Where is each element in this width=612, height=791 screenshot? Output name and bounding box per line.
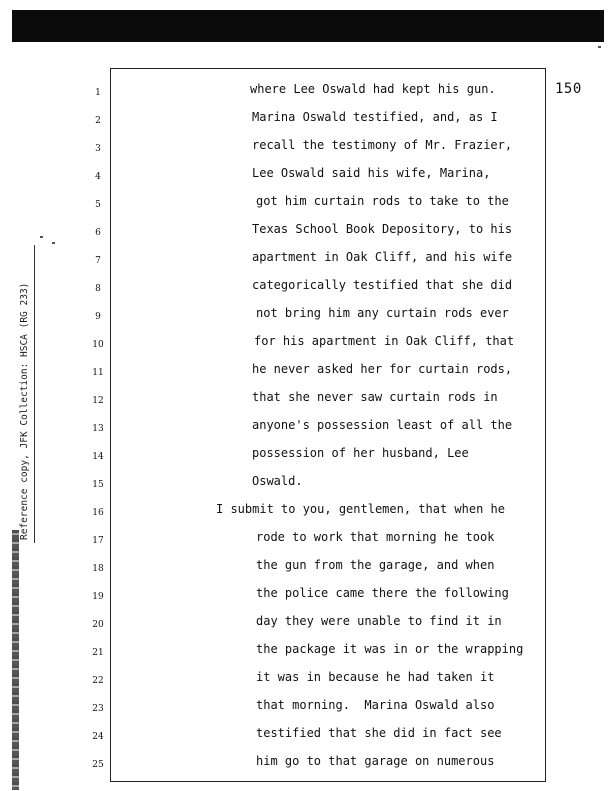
scan-header-bar bbox=[12, 10, 604, 42]
transcript-line: Texas School Book Depository, to his bbox=[252, 222, 513, 236]
archive-label-bracket bbox=[30, 245, 35, 543]
transcript-line: it was in because he had taken it bbox=[256, 670, 495, 684]
line-number: 5 bbox=[95, 200, 101, 210]
line-number: 15 bbox=[92, 480, 104, 490]
line-number: 8 bbox=[95, 284, 101, 294]
line-number: 16 bbox=[92, 508, 104, 518]
transcript-line: Oswald. bbox=[252, 474, 303, 488]
transcript-line: Lee Oswald said his wife, Marina, bbox=[252, 166, 491, 180]
transcript-line: apartment in Oak Cliff, and his wife bbox=[252, 250, 513, 264]
line-number: 13 bbox=[92, 424, 104, 434]
line-number: 14 bbox=[92, 452, 104, 462]
transcript-line: anyone's possession least of all the bbox=[252, 418, 513, 432]
transcript-line: got him curtain rods to take to the bbox=[256, 194, 509, 208]
transcript-line: Marina Oswald testified, and, as I bbox=[252, 110, 498, 124]
line-number: 4 bbox=[95, 172, 101, 182]
line-number: 18 bbox=[92, 564, 104, 574]
line-number: 3 bbox=[95, 144, 101, 154]
transcript-line: he never asked her for curtain rods, bbox=[252, 362, 513, 376]
scan-speck bbox=[598, 46, 601, 48]
line-number: 10 bbox=[92, 340, 104, 350]
scan-speck bbox=[40, 236, 43, 238]
line-number: 25 bbox=[92, 760, 104, 770]
transcript-line: the gun from the garage, and when bbox=[256, 558, 495, 572]
line-number: 7 bbox=[95, 256, 101, 266]
transcript-line: testified that she did in fact see bbox=[256, 726, 502, 740]
page-number: 150 bbox=[555, 81, 582, 97]
transcript-line: possession of her husband, Lee bbox=[252, 446, 469, 460]
transcript-line: him go to that garage on numerous bbox=[256, 754, 495, 768]
transcript-line: that she never saw curtain rods in bbox=[252, 390, 498, 404]
line-number: 23 bbox=[92, 704, 104, 714]
line-number: 21 bbox=[92, 648, 104, 658]
transcript-line: the police came there the following bbox=[256, 586, 509, 600]
scan-edge-mark bbox=[12, 530, 19, 790]
line-number: 22 bbox=[92, 676, 104, 686]
line-number: 6 bbox=[95, 228, 101, 238]
scan-speck bbox=[52, 242, 55, 244]
transcript-line: not bring him any curtain rods ever bbox=[256, 306, 509, 320]
line-number: 9 bbox=[95, 312, 101, 322]
line-number: 1 bbox=[95, 88, 101, 98]
line-number: 12 bbox=[92, 396, 104, 406]
transcript-line: for his apartment in Oak Cliff, that bbox=[254, 334, 515, 348]
line-number: 24 bbox=[92, 732, 104, 742]
archive-reference-label: Reference copy, JFK Collection: HSCA (RG 233) bbox=[19, 282, 30, 540]
transcript-line: day they were unable to find it in bbox=[256, 614, 502, 628]
transcript-line: recall the testimony of Mr. Frazier, bbox=[252, 138, 513, 152]
transcript-line: the package it was in or the wrapping bbox=[256, 642, 524, 656]
transcript-line: categorically testified that she did bbox=[252, 278, 513, 292]
transcript-line: that morning. Marina Oswald also bbox=[256, 698, 495, 712]
line-number: 17 bbox=[92, 536, 104, 546]
line-number: 11 bbox=[92, 368, 104, 378]
line-number: 20 bbox=[92, 620, 104, 630]
transcript-line: rode to work that morning he took bbox=[256, 530, 495, 544]
transcript-line: where Lee Oswald had kept his gun. bbox=[250, 82, 496, 96]
line-number: 2 bbox=[95, 116, 101, 126]
line-number: 19 bbox=[92, 592, 104, 602]
line-number-column bbox=[88, 88, 108, 788]
transcript-line: I submit to you, gentlemen, that when he bbox=[216, 502, 505, 516]
